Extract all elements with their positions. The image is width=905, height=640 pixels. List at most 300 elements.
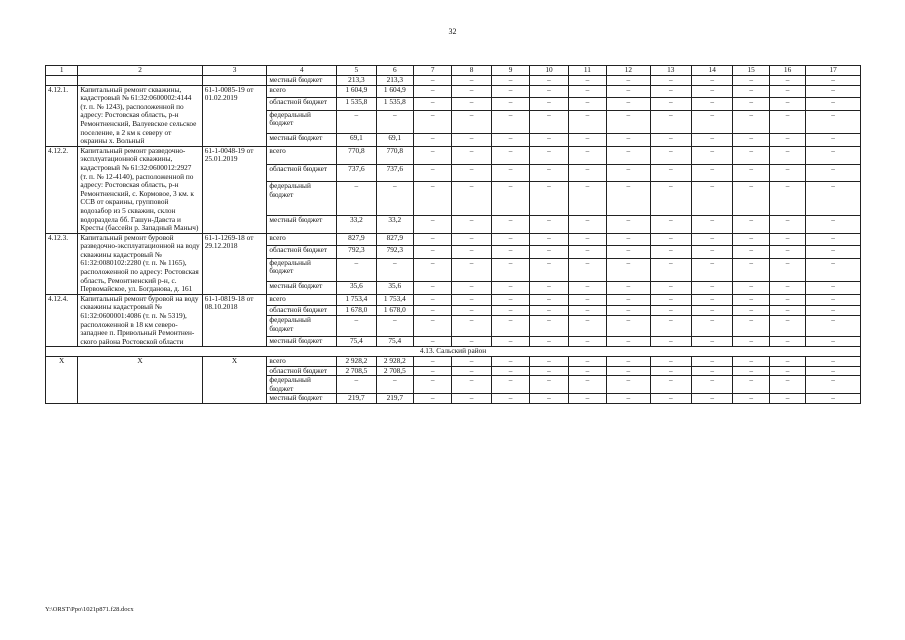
funding-source: местный бюджет xyxy=(267,394,337,404)
item-document: 61-1-1269-18 от 29.12.2018 xyxy=(202,233,267,294)
empty-value: – xyxy=(769,146,805,164)
empty-value: – xyxy=(530,246,568,258)
empty-value: – xyxy=(733,282,769,295)
empty-value: – xyxy=(769,394,805,404)
empty-value: – xyxy=(491,98,529,110)
funding-source: областной бюджет xyxy=(267,98,337,110)
column-number: 5 xyxy=(337,66,376,76)
empty-value: – xyxy=(769,98,805,110)
amount-year: 1 535,8 xyxy=(376,98,413,110)
column-number: 16 xyxy=(769,66,805,76)
funding-source: местный бюджет xyxy=(267,215,337,233)
empty-value: – xyxy=(692,336,733,347)
empty-value: – xyxy=(692,366,733,376)
empty-value: – xyxy=(769,134,805,147)
empty-value: – xyxy=(769,376,805,394)
empty-value: – xyxy=(607,258,650,282)
empty-value: – xyxy=(733,394,769,404)
empty-value: – xyxy=(769,182,805,216)
item-document: 61-1-0819-18 от 08.10.2018 xyxy=(202,294,267,347)
column-number: 7 xyxy=(414,66,452,76)
empty-value: – xyxy=(414,134,452,147)
empty-value: – xyxy=(806,316,861,336)
empty-value: – xyxy=(607,336,650,347)
empty-value: – xyxy=(568,316,606,336)
empty-value: – xyxy=(414,305,452,316)
item-number: 4.12.2. xyxy=(46,146,78,233)
item-description: Капитальный ремонт буровой разведочно-эксплуатационной на воду скважины кадастровый № 61:32:0080102:2280 (т. п. № 1165), расположенной по адресу: Ростовская область, Ремонтненский р-н, с. Первомайское, ул. Богданова, д. 161 xyxy=(78,233,202,294)
funding-source: местный бюджет xyxy=(267,76,337,86)
empty-value: – xyxy=(568,85,606,97)
empty-value: – xyxy=(692,258,733,282)
amount-total: 219,7 xyxy=(337,394,376,404)
empty-value: – xyxy=(530,134,568,147)
empty-value: – xyxy=(414,258,452,282)
empty-value: – xyxy=(568,366,606,376)
empty-value: – xyxy=(733,376,769,394)
header-row xyxy=(46,66,861,76)
empty-value: – xyxy=(733,233,769,245)
empty-value: – xyxy=(530,76,568,86)
funding-source: федеральный бюджет xyxy=(267,258,337,282)
page-number: 32 xyxy=(448,27,457,36)
empty-value: – xyxy=(530,357,568,367)
amount-year: 737,6 xyxy=(376,164,413,182)
item-document: 61-1-0048-19 от 25.01.2019 xyxy=(202,146,267,233)
empty-value: – xyxy=(452,366,491,376)
empty-value: – xyxy=(607,233,650,245)
amount-year: 75,4 xyxy=(376,336,413,347)
empty-value: – xyxy=(491,246,529,258)
amount-year: 1 604,9 xyxy=(376,85,413,97)
empty-value: – xyxy=(806,366,861,376)
empty-value: – xyxy=(568,305,606,316)
funding-source: федеральный бюджет xyxy=(267,376,337,394)
empty-value: – xyxy=(414,282,452,295)
empty-value: – xyxy=(692,316,733,336)
empty-value: – xyxy=(530,305,568,316)
empty-value: – xyxy=(530,110,568,134)
amount-year: 770,8 xyxy=(376,146,413,164)
section-title: 4.13. Сальский район xyxy=(46,347,861,357)
empty-value: – xyxy=(769,215,805,233)
empty-value: – xyxy=(568,164,606,182)
empty-value: – xyxy=(806,134,861,147)
empty-value: – xyxy=(607,357,650,367)
empty-value: – xyxy=(650,294,691,305)
empty-value: – xyxy=(806,215,861,233)
amount-year: 35,6 xyxy=(376,282,413,295)
section-row xyxy=(46,347,861,357)
empty-value: – xyxy=(769,110,805,134)
empty-value: – xyxy=(414,98,452,110)
amount-year: – xyxy=(376,258,413,282)
empty-value: – xyxy=(452,316,491,336)
empty-value: – xyxy=(530,316,568,336)
empty-value: – xyxy=(414,164,452,182)
amount-total: 33,2 xyxy=(337,215,376,233)
empty-value: – xyxy=(607,98,650,110)
amount-total: 2 928,2 xyxy=(337,357,376,367)
empty-value: – xyxy=(650,182,691,216)
empty-value: – xyxy=(769,316,805,336)
empty-value: – xyxy=(692,282,733,295)
empty-value: – xyxy=(491,182,529,216)
empty-value: – xyxy=(692,146,733,164)
amount-year: 827,9 xyxy=(376,233,413,245)
empty-value: – xyxy=(769,357,805,367)
empty-value: – xyxy=(414,110,452,134)
empty-value: – xyxy=(452,305,491,316)
empty-value: – xyxy=(452,336,491,347)
funding-source: областной бюджет xyxy=(267,305,337,316)
empty-value: – xyxy=(530,294,568,305)
empty-value: – xyxy=(568,134,606,147)
empty-value: – xyxy=(650,246,691,258)
empty-value: – xyxy=(452,182,491,216)
empty-value: – xyxy=(607,76,650,86)
empty-value: – xyxy=(491,233,529,245)
empty-value: – xyxy=(806,110,861,134)
empty-value: – xyxy=(650,357,691,367)
empty-value: – xyxy=(733,258,769,282)
empty-value: – xyxy=(650,215,691,233)
empty-value: – xyxy=(530,282,568,295)
empty-value: – xyxy=(414,246,452,258)
empty-value: – xyxy=(530,336,568,347)
item-number: Х xyxy=(46,357,78,404)
empty-value: – xyxy=(607,85,650,97)
empty-value: – xyxy=(650,76,691,86)
empty-value: – xyxy=(692,85,733,97)
empty-value: – xyxy=(806,76,861,86)
item-description xyxy=(78,76,202,86)
amount-total: 792,3 xyxy=(337,246,376,258)
item-description: Капитальный ремонт буровой на воду скважины кадастровый № 61:32:0600001:4086 (т. п. № 5319), расположенной в 18 км северо-западнее п. Привольный Ремонтненского района Ростовской области xyxy=(78,294,202,347)
empty-value: – xyxy=(452,85,491,97)
empty-value: – xyxy=(692,233,733,245)
funding-source: местный бюджет xyxy=(267,282,337,295)
amount-total: 827,9 xyxy=(337,233,376,245)
empty-value: – xyxy=(530,394,568,404)
amount-year: 2 708,5 xyxy=(376,366,413,376)
empty-value: – xyxy=(414,316,452,336)
budget-table xyxy=(45,65,861,404)
empty-value: – xyxy=(607,366,650,376)
empty-value: – xyxy=(733,294,769,305)
empty-value: – xyxy=(530,215,568,233)
column-number: 8 xyxy=(452,66,491,76)
column-number: 17 xyxy=(806,66,861,76)
empty-value: – xyxy=(733,336,769,347)
amount-total: 1 604,9 xyxy=(337,85,376,97)
empty-value: – xyxy=(530,182,568,216)
column-number: 3 xyxy=(202,66,267,76)
empty-value: – xyxy=(650,305,691,316)
empty-value: – xyxy=(806,258,861,282)
amount-year: 213,3 xyxy=(376,76,413,86)
empty-value: – xyxy=(414,215,452,233)
empty-value: – xyxy=(733,146,769,164)
empty-value: – xyxy=(452,233,491,245)
amount-total: – xyxy=(337,182,376,216)
empty-value: – xyxy=(650,85,691,97)
empty-value: – xyxy=(806,85,861,97)
empty-value: – xyxy=(650,134,691,147)
item-document xyxy=(202,76,267,86)
empty-value: – xyxy=(650,282,691,295)
empty-value: – xyxy=(414,146,452,164)
item-description: Х xyxy=(78,357,202,404)
funding-source: всего xyxy=(267,146,337,164)
empty-value: – xyxy=(530,164,568,182)
column-number: 1 xyxy=(46,66,78,76)
empty-value: – xyxy=(607,164,650,182)
empty-value: – xyxy=(568,98,606,110)
column-number: 6 xyxy=(376,66,413,76)
empty-value: – xyxy=(452,146,491,164)
empty-value: – xyxy=(650,366,691,376)
empty-value: – xyxy=(607,215,650,233)
empty-value: – xyxy=(692,357,733,367)
empty-value: – xyxy=(530,98,568,110)
empty-value: – xyxy=(491,258,529,282)
table-row xyxy=(46,294,861,305)
empty-value: – xyxy=(530,258,568,282)
empty-value: – xyxy=(692,134,733,147)
empty-value: – xyxy=(806,357,861,367)
empty-value: – xyxy=(414,233,452,245)
empty-value: – xyxy=(733,366,769,376)
empty-value: – xyxy=(452,394,491,404)
funding-source: местный бюджет xyxy=(267,134,337,147)
empty-value: – xyxy=(491,76,529,86)
empty-value: – xyxy=(414,366,452,376)
empty-value: – xyxy=(650,376,691,394)
empty-value: – xyxy=(650,98,691,110)
amount-year: 219,7 xyxy=(376,394,413,404)
empty-value: – xyxy=(769,366,805,376)
amount-year: 1 753,4 xyxy=(376,294,413,305)
table-row xyxy=(46,233,861,245)
column-number: 4 xyxy=(267,66,337,76)
empty-value: – xyxy=(568,394,606,404)
empty-value: – xyxy=(769,305,805,316)
funding-source: федеральный бюджет xyxy=(267,316,337,336)
amount-total: – xyxy=(337,110,376,134)
empty-value: – xyxy=(607,246,650,258)
item-number: 4.12.4. xyxy=(46,294,78,347)
amount-total: – xyxy=(337,258,376,282)
empty-value: – xyxy=(452,76,491,86)
empty-value: – xyxy=(650,233,691,245)
empty-value: – xyxy=(607,110,650,134)
column-number: 13 xyxy=(650,66,691,76)
empty-value: – xyxy=(806,394,861,404)
empty-value: – xyxy=(733,85,769,97)
amount-year: 792,3 xyxy=(376,246,413,258)
empty-value: – xyxy=(692,394,733,404)
funding-source: федеральный бюджет xyxy=(267,182,337,216)
empty-value: – xyxy=(452,110,491,134)
empty-value: – xyxy=(733,357,769,367)
empty-value: – xyxy=(607,134,650,147)
item-number: 4.12.3. xyxy=(46,233,78,294)
empty-value: – xyxy=(568,336,606,347)
amount-total: 69,1 xyxy=(337,134,376,147)
empty-value: – xyxy=(692,110,733,134)
empty-value: – xyxy=(452,258,491,282)
item-number xyxy=(46,76,78,86)
amount-year: – xyxy=(376,110,413,134)
column-number: 2 xyxy=(78,66,202,76)
empty-value: – xyxy=(806,336,861,347)
empty-value: – xyxy=(414,336,452,347)
empty-value: – xyxy=(568,215,606,233)
empty-value: – xyxy=(769,164,805,182)
item-document: 61-1-0085-19 от 01.02.2019 xyxy=(202,85,267,146)
table-row xyxy=(46,85,861,97)
empty-value: – xyxy=(414,85,452,97)
column-number: 11 xyxy=(568,66,606,76)
empty-value: – xyxy=(692,98,733,110)
funding-source: областной бюджет xyxy=(267,366,337,376)
empty-value: – xyxy=(806,164,861,182)
table-row xyxy=(46,357,861,367)
column-number: 10 xyxy=(530,66,568,76)
amount-total: 75,4 xyxy=(337,336,376,347)
amount-total: 35,6 xyxy=(337,282,376,295)
empty-value: – xyxy=(806,98,861,110)
empty-value: – xyxy=(650,146,691,164)
empty-value: – xyxy=(769,258,805,282)
amount-total: 1 535,8 xyxy=(337,98,376,110)
empty-value: – xyxy=(568,110,606,134)
empty-value: – xyxy=(530,146,568,164)
empty-value: – xyxy=(452,282,491,295)
empty-value: – xyxy=(733,76,769,86)
empty-value: – xyxy=(733,134,769,147)
amount-total: 770,8 xyxy=(337,146,376,164)
empty-value: – xyxy=(650,316,691,336)
empty-value: – xyxy=(769,246,805,258)
empty-value: – xyxy=(568,376,606,394)
empty-value: – xyxy=(452,246,491,258)
empty-value: – xyxy=(491,305,529,316)
empty-value: – xyxy=(806,282,861,295)
empty-value: – xyxy=(769,294,805,305)
empty-value: – xyxy=(568,294,606,305)
empty-value: – xyxy=(491,215,529,233)
empty-value: – xyxy=(733,110,769,134)
empty-value: – xyxy=(607,376,650,394)
amount-year: – xyxy=(376,376,413,394)
empty-value: – xyxy=(733,215,769,233)
empty-value: – xyxy=(692,215,733,233)
empty-value: – xyxy=(806,182,861,216)
empty-value: – xyxy=(607,182,650,216)
amount-total: 1 753,4 xyxy=(337,294,376,305)
empty-value: – xyxy=(491,146,529,164)
empty-value: – xyxy=(733,182,769,216)
empty-value: – xyxy=(692,294,733,305)
empty-value: – xyxy=(530,85,568,97)
funding-source: федеральный бюджет xyxy=(267,110,337,134)
amount-year: 1 678,0 xyxy=(376,305,413,316)
empty-value: – xyxy=(491,394,529,404)
item-document: Х xyxy=(202,357,267,404)
funding-source: всего xyxy=(267,85,337,97)
amount-year: 2 928,2 xyxy=(376,357,413,367)
empty-value: – xyxy=(733,246,769,258)
empty-value: – xyxy=(650,336,691,347)
amount-total: – xyxy=(337,316,376,336)
empty-value: – xyxy=(769,233,805,245)
empty-value: – xyxy=(692,76,733,86)
empty-value: – xyxy=(692,182,733,216)
empty-value: – xyxy=(650,258,691,282)
empty-value: – xyxy=(568,282,606,295)
empty-value: – xyxy=(452,164,491,182)
empty-value: – xyxy=(414,376,452,394)
funding-source: областной бюджет xyxy=(267,246,337,258)
empty-value: – xyxy=(692,164,733,182)
empty-value: – xyxy=(491,134,529,147)
empty-value: – xyxy=(568,357,606,367)
empty-value: – xyxy=(692,376,733,394)
empty-value: – xyxy=(733,305,769,316)
empty-value: – xyxy=(607,294,650,305)
amount-total: 1 678,0 xyxy=(337,305,376,316)
empty-value: – xyxy=(414,182,452,216)
empty-value: – xyxy=(452,98,491,110)
empty-value: – xyxy=(491,282,529,295)
amount-year: – xyxy=(376,316,413,336)
item-description: Капитальный ремонт скважины, кадастровый № 61:32:0600002:4144 (т. п. № 1243), расположенной по адресу: Ростовская область, р-н Ремонтненский, Валуевское сельское поселение, в 2 км к северу от окраины х. Вольный xyxy=(78,85,202,146)
item-number: 4.12.1. xyxy=(46,85,78,146)
funding-source: всего xyxy=(267,357,337,367)
empty-value: – xyxy=(806,246,861,258)
empty-value: – xyxy=(491,110,529,134)
empty-value: – xyxy=(806,294,861,305)
empty-value: – xyxy=(568,146,606,164)
column-number: 15 xyxy=(733,66,769,76)
empty-value: – xyxy=(452,294,491,305)
empty-value: – xyxy=(530,366,568,376)
item-description: Капитальный ремонт разведочно-эксплуатационной скважины, кадастровый № 61:32:0600012:2927 (т. п. № 12-4140), расположенной по адресу: Ростовская область, р-н Ремонтненский, с. Кормовое, 3 км. к ССВ от окраины, групповой водозабор из 5 скважин, склон водораздела бб. Гашун-Давста и Кресты (бассейн р. Западный Маныч) xyxy=(78,146,202,233)
file-path-footer: Y:\ORST\Ppo\1021p871.f28.docx xyxy=(45,606,134,613)
empty-value: – xyxy=(733,316,769,336)
empty-value: – xyxy=(530,233,568,245)
empty-value: – xyxy=(491,294,529,305)
empty-value: – xyxy=(491,316,529,336)
empty-value: – xyxy=(607,394,650,404)
empty-value: – xyxy=(414,76,452,86)
empty-value: – xyxy=(650,164,691,182)
empty-value: – xyxy=(530,376,568,394)
empty-value: – xyxy=(806,146,861,164)
empty-value: – xyxy=(692,305,733,316)
empty-value: – xyxy=(607,146,650,164)
empty-value: – xyxy=(414,357,452,367)
empty-value: – xyxy=(650,394,691,404)
funding-source: местный бюджет xyxy=(267,336,337,347)
empty-value: – xyxy=(607,305,650,316)
table-row xyxy=(46,146,861,164)
empty-value: – xyxy=(452,215,491,233)
empty-value: – xyxy=(769,85,805,97)
empty-value: – xyxy=(607,282,650,295)
